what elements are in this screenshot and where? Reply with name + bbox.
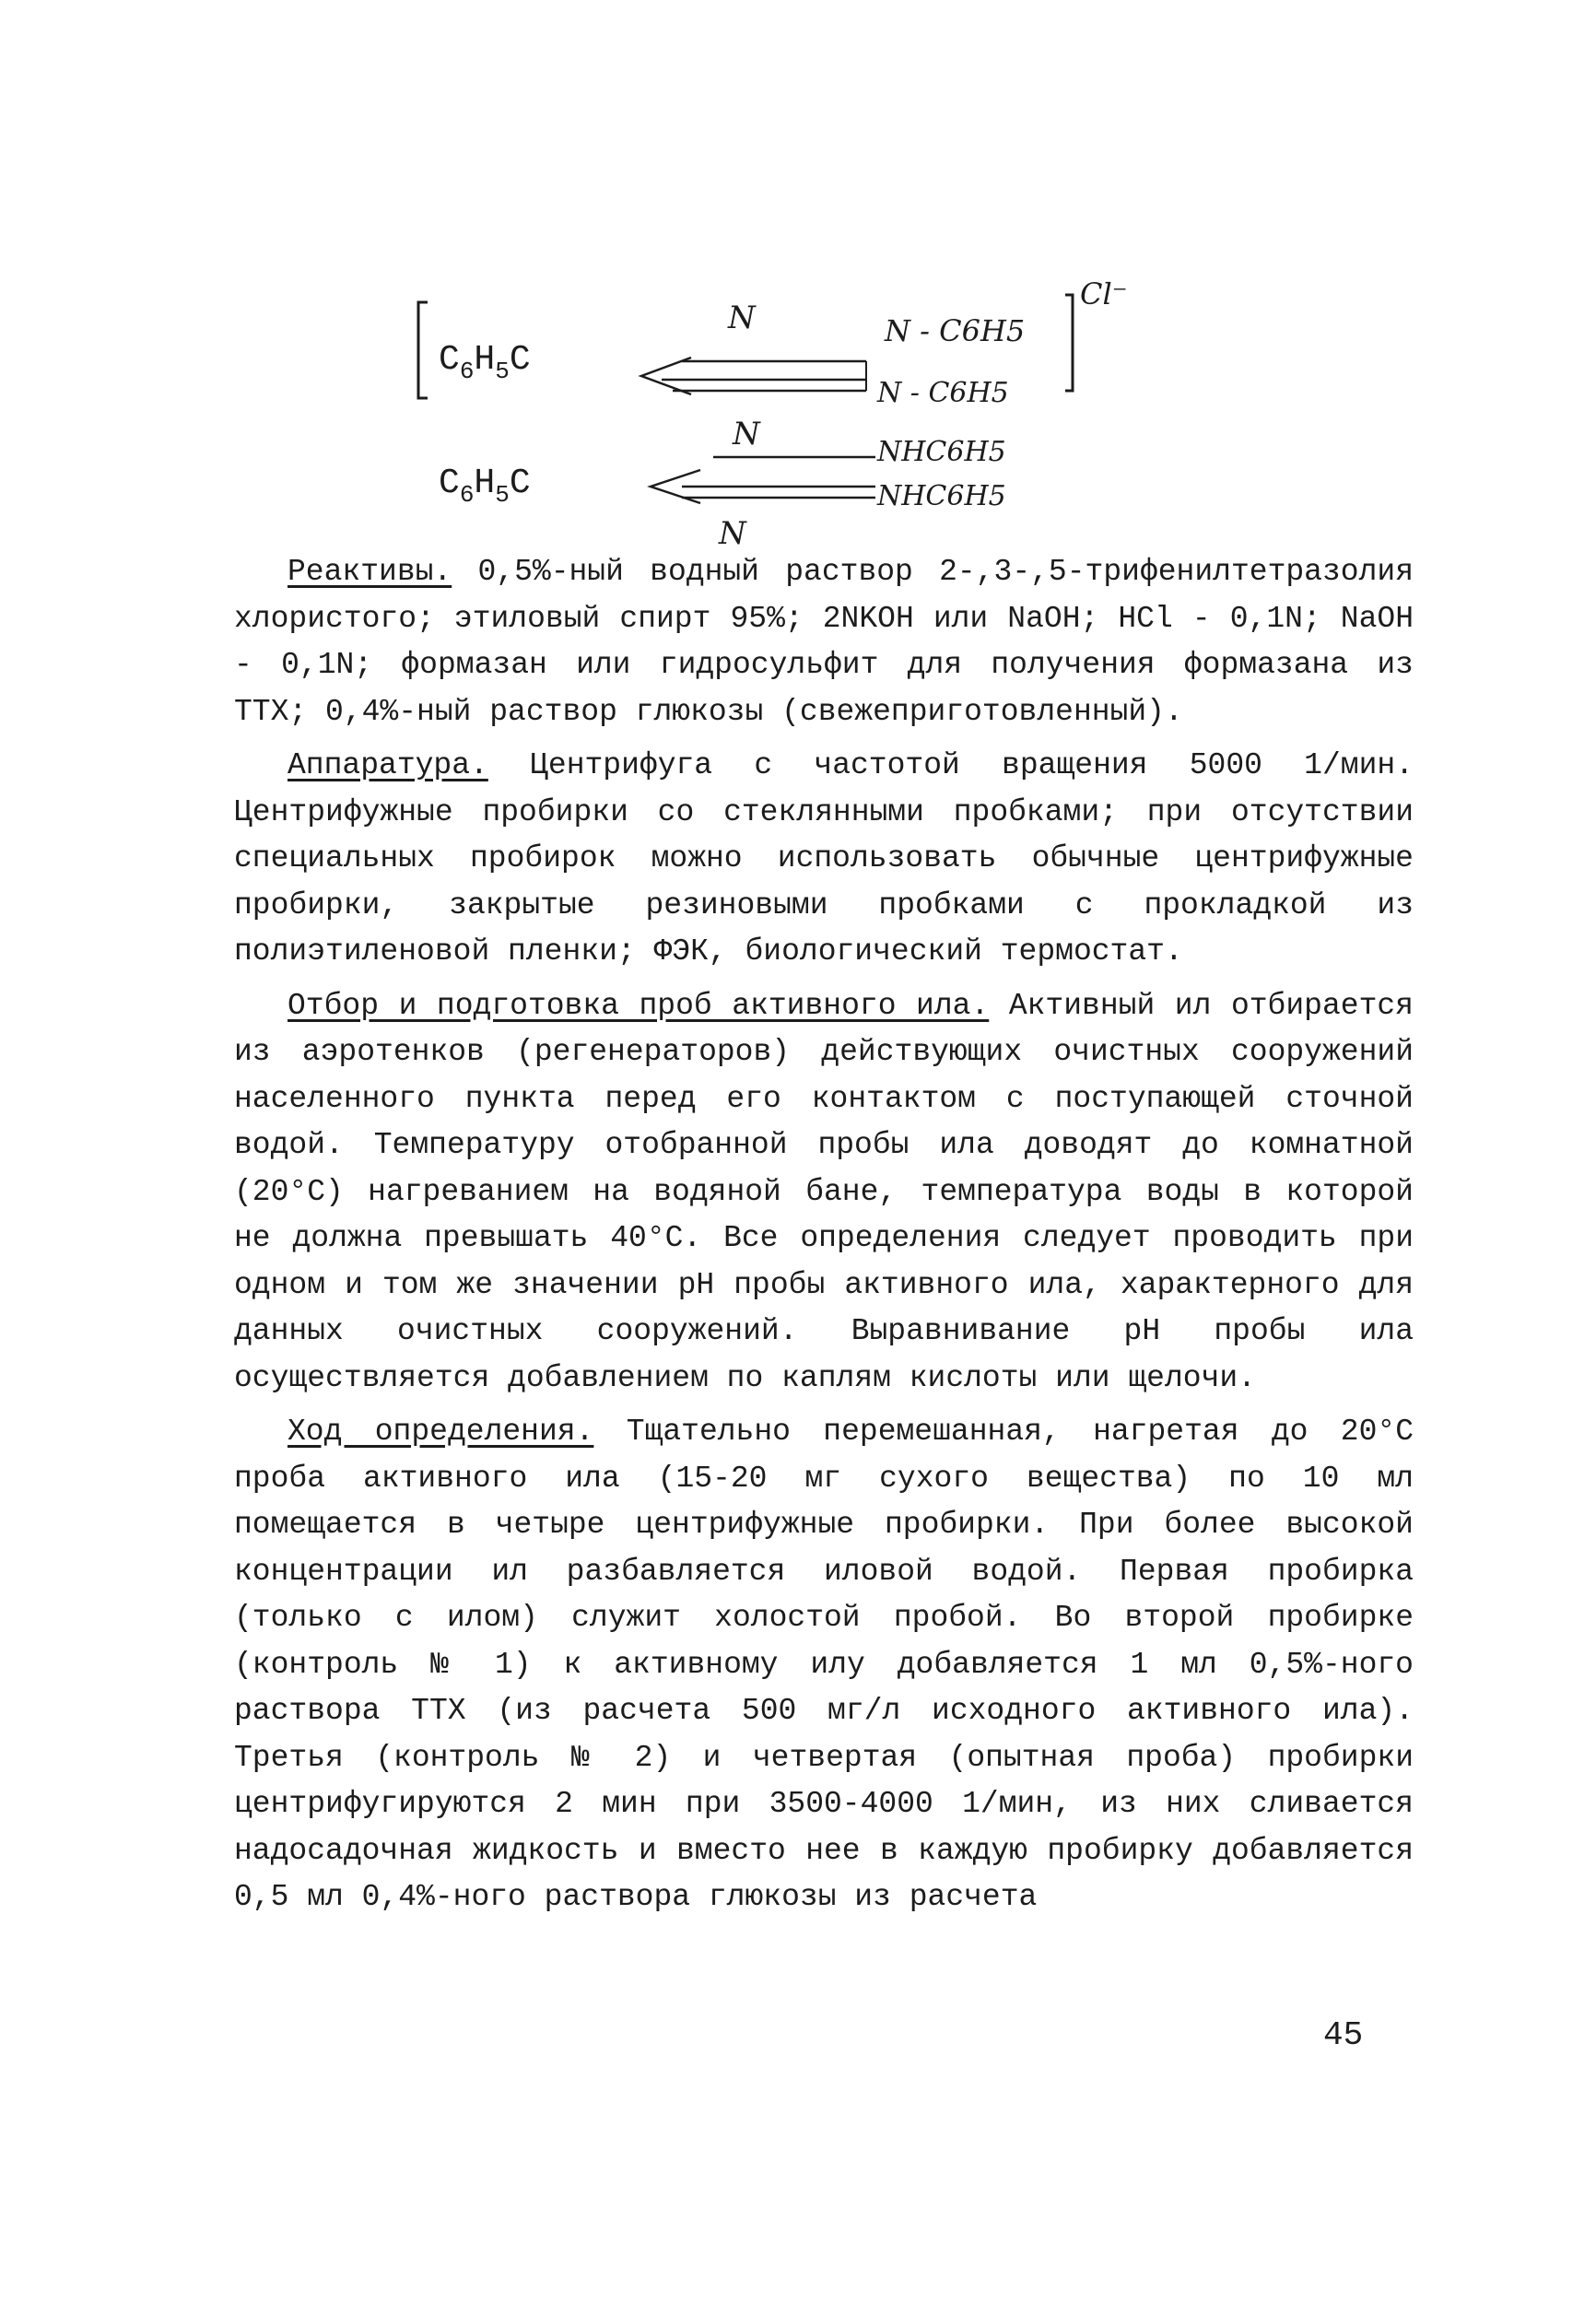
section-heading: Ход определения.	[288, 1415, 594, 1449]
formula-n-top: N	[728, 299, 756, 336]
formula-n-bottom: N	[719, 515, 746, 552]
page-number: 45	[1323, 2016, 1364, 2054]
paragraph-sampling	[234, 983, 1414, 1403]
formula-sub-d: NHC6H5	[877, 480, 1006, 512]
paragraph-text: 0,5%-ный водный раствор 2-,3-,5-трифенилтетразолия хлористого; этиловый спирт 95%; 2NKOH или NaOH; HCl - 0,1N; NaOH - 0,1N; формазан или гидросульфит для получения формазана из ТТХ; 0,4%-ный раствор глюкозы (свежеприготовленный).	[234, 555, 1414, 729]
formula-n-mid: N	[733, 416, 760, 452]
paragraph-text: Центрифуга с частотой вращения 5000 1/мин. Центрифужные пробирки со стеклянными пробками; при отсутствии специальных пробирок можно использовать обычные центрифужные пробирки, закрытые резиновыми пробками с прокладкой из полиэтиленовой пленки; ФЭК, биологический термостат.	[234, 748, 1414, 969]
document-body	[234, 549, 1414, 1929]
paragraph-reagents	[234, 549, 1414, 735]
formula-sub-c: NHC6H5	[877, 436, 1006, 468]
chemical-formula	[405, 276, 1179, 553]
formula-sub-b: N - C6H5	[877, 377, 1009, 409]
paragraph-text: Активный ил отбирается из аэротенков (регенераторов) действующих очистных сооружений населенного пункта перед его контактом с поступающей сточной водой. Температуру отобранной пробы ила доводят до комнатной (20°С) нагреванием на водяной бане, температура воды в которой не должна превышать 40°С. Все определения следует проводить при одном и том же значении pH пробы активного ила, характерного для данных очистных сооружений. Выравнивание pH пробы ила осуществляется добавлением по каплям кислоты или щелочи.	[234, 988, 1414, 1395]
paragraph-apparatus	[234, 743, 1414, 976]
paragraph-procedure	[234, 1409, 1414, 1921]
formula-counter-ion: Cl⁻	[1080, 276, 1128, 311]
section-heading: Отбор и подготовка проб активного ила.	[288, 988, 990, 1023]
section-heading: Реактивы.	[288, 555, 452, 589]
formula-row2-left: $C_6H_5C$	[439, 464, 531, 509]
formula-row1-left: $C_6H_5C$	[439, 340, 531, 385]
paragraph-text: Тщательно перемешанная, нагретая до 20°С проба активного ила (15-20 мг сухого вещества) по 10 мл помещается в четыре центрифужные пробирки. При более высокой концентрации ил разбавляется иловой водой. Первая пробирка (только с илом) служит холостой пробой. Во второй пробирке (контроль № 1) к активному илу добавляется 1 мл 0,5%-ного раствора ТТХ (из расчета 500 мг/л исходного активного ила). Третья (контроль № 2) и четвертая (опытная проба) пробирки центрифугируются 2 мин при 3500-4000 1/мин, из них сливается надосадочная жидкость и вместо нее в каждую пробирку добавляется 0,5 мл 0,4%-ного раствора глюкозы из расчета	[234, 1415, 1414, 1914]
formula-sub-a: N - C6H5	[885, 313, 1026, 348]
section-heading: Аппаратура.	[288, 748, 488, 782]
